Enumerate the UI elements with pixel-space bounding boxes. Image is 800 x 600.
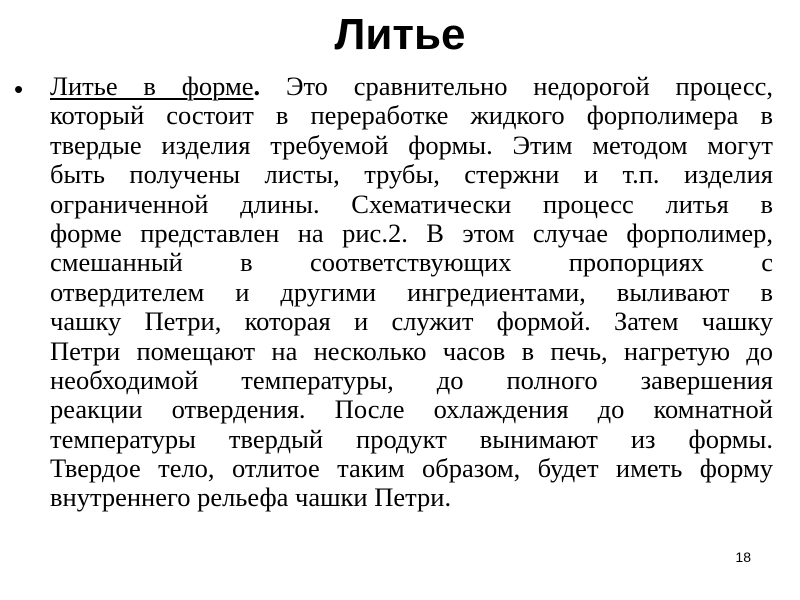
text-line: Петри помещают на несколько часов в печь, нагретую до bbox=[50, 335, 773, 366]
text-line bbox=[50, 72, 773, 101]
bullet-icon: • bbox=[14, 74, 24, 104]
text-line: быть получены листы, трубы, стержни и т.п. изделия bbox=[50, 159, 773, 190]
text-line: смешанный в соответствующих пропорциях с bbox=[50, 247, 773, 278]
text-line: твердые изделия требуемой формы. Этим методом могут bbox=[50, 129, 773, 160]
text-line: который состоит в переработке жидкого форполимера в bbox=[50, 100, 773, 131]
text-line: необходимой температуры, до полного завершения bbox=[50, 364, 773, 395]
page-number: 18 bbox=[735, 549, 751, 565]
lead-term: Литье в форме bbox=[50, 71, 254, 101]
text-line: Твердое тело, отлитое таким образом, будет иметь форму bbox=[50, 453, 773, 484]
first-line-text: Это сравнительно недорогой процесс, bbox=[260, 71, 773, 101]
slide-title: Литье bbox=[334, 10, 466, 59]
lead-punctuation: . bbox=[253, 71, 261, 101]
text-line: ограниченной длины. Схематически процесс литья в bbox=[50, 188, 773, 219]
bullet-paragraph bbox=[50, 72, 773, 513]
text-line: температуры твердый продукт вынимают из формы. bbox=[50, 423, 773, 454]
text-line: отвердителем и другими ингредиентами, выливают в bbox=[50, 276, 773, 307]
text-line: чашку Петри, которая и служит формой. Затем чашку bbox=[50, 306, 773, 337]
text-line: форме представлен на рис.2. В этом случае форполимер, bbox=[50, 217, 773, 248]
text-line: внутреннего рельефа чашки Петри. bbox=[50, 482, 452, 513]
text-line: реакции отвердения. После охлаждения до комнатной bbox=[50, 394, 773, 425]
